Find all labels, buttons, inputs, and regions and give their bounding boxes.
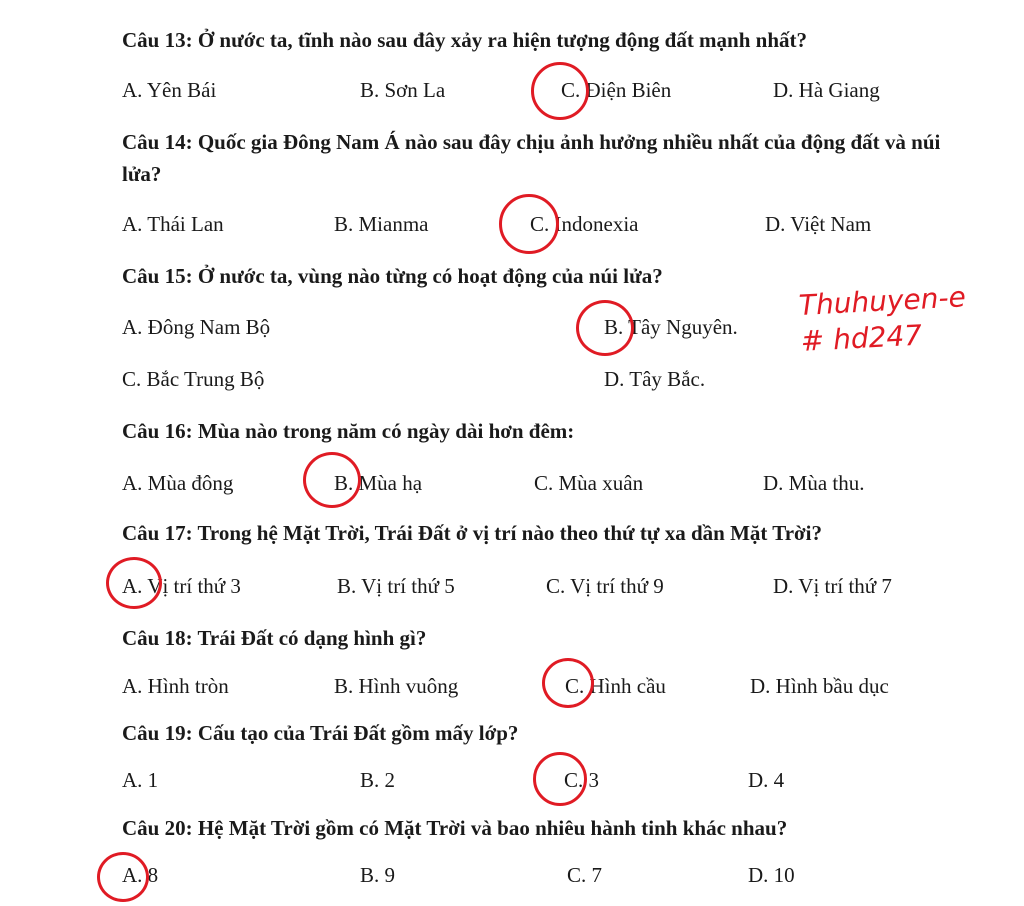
question-15-option-b: B. Tây Nguyên. xyxy=(604,315,738,339)
question-16-option-b: B. Mùa hạ xyxy=(334,471,423,495)
question-16-option-d: D. Mùa thu. xyxy=(763,471,865,495)
question-16-title: Câu 16: Mùa nào trong năm có ngày dài hơn đêm: xyxy=(122,419,575,443)
question-17-option-c: C. Vị trí thứ 9 xyxy=(546,574,664,598)
question-17-option-d: D. Vị trí thứ 7 xyxy=(773,574,892,598)
handwritten-signature xyxy=(798,279,969,360)
question-17-option-a: A. Vị trí thứ 3 xyxy=(122,574,241,598)
question-13-option-b: B. Sơn La xyxy=(360,78,446,102)
question-19-option-a: A. 1 xyxy=(122,768,159,792)
answer-circle-q20 xyxy=(97,852,149,902)
question-13-option-c: C. Điện Biên xyxy=(561,78,672,102)
question-20-title: Câu 20: Hệ Mặt Trời gồm có Mặt Trời và bao nhiêu hành tinh khác nhau? xyxy=(122,816,788,840)
answer-circle-q13 xyxy=(531,62,589,120)
question-15-option-c: C. Bắc Trung Bộ xyxy=(122,367,265,391)
handwritten-note-line2: # hd247 xyxy=(799,318,923,358)
question-14-title: Câu 14: Quốc gia Đông Nam Á nào sau đây chịu ảnh hưởng nhiều nhất của động đất và núi lửa? xyxy=(122,130,941,186)
question-20-option-c: C. 7 xyxy=(567,863,603,887)
question-18-option-c: C. Hình cầu xyxy=(565,674,666,698)
question-14-option-a: A. Thái Lan xyxy=(122,212,224,236)
question-14-option-b: B. Mianma xyxy=(334,212,429,236)
question-19-title: Câu 19: Cấu tạo của Trái Đất gồm mấy lớp? xyxy=(122,721,519,745)
answer-circle-q14 xyxy=(499,194,559,254)
answer-circle-q17 xyxy=(106,557,162,609)
question-13-option-a: A. Yên Bái xyxy=(122,78,217,102)
question-14-option-c: C. Indonexia xyxy=(530,212,639,236)
question-18-option-b: B. Hình vuông xyxy=(334,674,459,698)
question-19-option-d: D. 4 xyxy=(748,768,785,792)
question-18-title: Câu 18: Trái Đất có dạng hình gì? xyxy=(122,626,427,650)
question-14-option-d: D. Việt Nam xyxy=(765,212,872,236)
question-20-option-b: B. 9 xyxy=(360,863,396,887)
question-16-option-c: C. Mùa xuân xyxy=(534,471,644,495)
question-13-title: Câu 13: Ở nước ta, tĩnh nào sau đây xảy ra hiện tượng động đất mạnh nhất? xyxy=(122,28,808,52)
question-18-option-a: A. Hình tròn xyxy=(122,674,229,698)
handwritten-note-line1: Thuhuyen-e xyxy=(798,280,967,322)
question-19-option-c: C. 3 xyxy=(564,768,600,792)
question-18-option-d: D. Hình bầu dục xyxy=(750,674,889,698)
question-19-option-b: B. 2 xyxy=(360,768,396,792)
question-17-title: Câu 17: Trong hệ Mặt Trời, Trái Đất ở vị trí nào theo thứ tự xa dần Mặt Trời? xyxy=(122,521,823,545)
question-17-option-b: B. Vị trí thứ 5 xyxy=(337,574,455,598)
question-15-title: Câu 15: Ở nước ta, vùng nào từng có hoạt động của núi lửa? xyxy=(122,264,663,288)
question-13-option-d: D. Hà Giang xyxy=(773,78,880,102)
question-16-option-a: A. Mùa đông xyxy=(122,471,234,495)
answer-circle-q18 xyxy=(542,658,594,708)
answer-circle-q15 xyxy=(576,300,634,356)
answer-circle-q19 xyxy=(533,752,587,806)
question-15-option-a: A. Đông Nam Bộ xyxy=(122,315,271,339)
question-20-option-a: A. 8 xyxy=(122,863,159,887)
answer-circle-q16 xyxy=(303,452,361,508)
question-15-option-d: D. Tây Bắc. xyxy=(604,367,706,391)
question-20-option-d: D. 10 xyxy=(748,863,795,887)
